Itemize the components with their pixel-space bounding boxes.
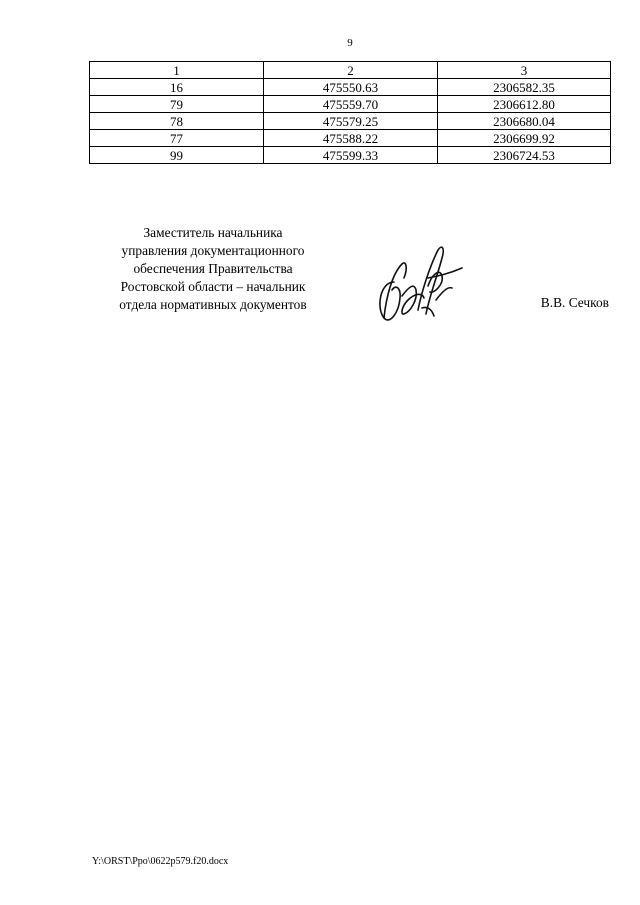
signer-title-line: Заместитель начальника xyxy=(143,225,283,240)
page-number: 9 xyxy=(347,37,353,49)
y-coordinate-cell: 2306724.53 xyxy=(438,147,611,164)
signer-name: В.В. Сечков xyxy=(540,295,609,310)
point-number-cell: 78 xyxy=(90,113,264,130)
table-row xyxy=(90,79,611,96)
y-coordinate-cell: 2306612.80 xyxy=(438,96,611,113)
coordinates-table xyxy=(89,61,611,164)
table-row xyxy=(90,113,611,130)
x-coordinate-cell: 475599.33 xyxy=(264,147,438,164)
x-coordinate-cell: 475559.70 xyxy=(264,96,438,113)
y-coordinate-cell: 2306582.35 xyxy=(438,79,611,96)
table-row xyxy=(90,147,611,164)
point-number-cell: 77 xyxy=(90,130,264,147)
point-number-cell: 99 xyxy=(90,147,264,164)
handwritten-signature xyxy=(372,238,472,326)
table-row xyxy=(90,96,611,113)
y-coordinate-cell: 2306680.04 xyxy=(438,113,611,130)
y-coordinate-cell: 2306699.92 xyxy=(438,130,611,147)
table-header-cell: 3 xyxy=(438,62,611,79)
x-coordinate-cell: 475550.63 xyxy=(264,79,438,96)
point-number-cell: 79 xyxy=(90,96,264,113)
table-header-row xyxy=(90,62,611,79)
point-number-cell: 16 xyxy=(90,79,264,96)
signer-title-line: управления документационного xyxy=(121,243,305,258)
signer-title-line: обеспечения Правительства xyxy=(133,261,293,276)
x-coordinate-cell: 475588.22 xyxy=(264,130,438,147)
table-header-cell: 1 xyxy=(90,62,264,79)
table-row xyxy=(90,130,611,147)
signer-title-line: Ростовской области – начальник xyxy=(120,279,306,294)
signer-position-title xyxy=(88,224,338,314)
footer-file-path: Y:\ORST\Ppo\0622p579.f20.docx xyxy=(92,856,229,867)
signer-title-line: отдела нормативных документов xyxy=(119,297,307,312)
table-header-cell: 2 xyxy=(264,62,438,79)
x-coordinate-cell: 475579.25 xyxy=(264,113,438,130)
